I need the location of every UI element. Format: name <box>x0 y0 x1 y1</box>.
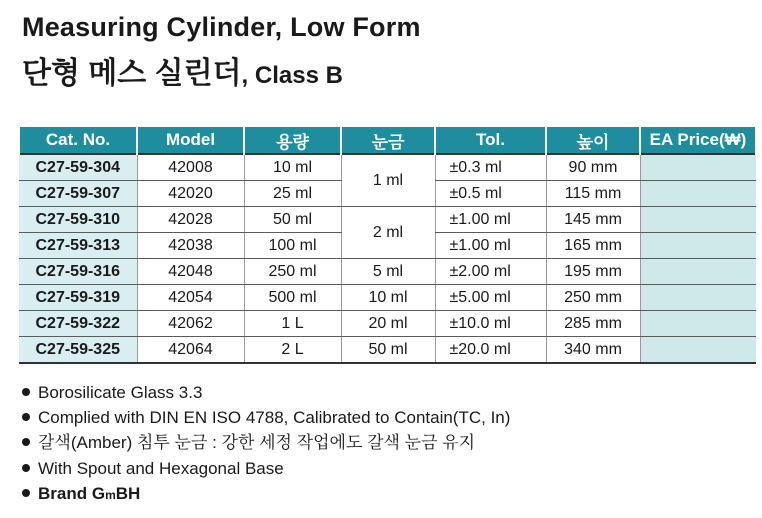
header-capacity: 용량 <box>244 127 341 154</box>
cell-price <box>640 233 756 259</box>
feature-list <box>22 380 510 506</box>
feature-item <box>22 380 510 405</box>
cell-price <box>640 311 756 337</box>
cell-cat-no: C27-59-307 <box>19 181 137 207</box>
cell-price <box>640 337 756 364</box>
cell-cat-no: C27-59-322 <box>19 311 137 337</box>
cell-graduation: 1 ml <box>341 154 435 207</box>
feature-item-brand <box>22 481 510 506</box>
header-tolerance: Tol. <box>435 127 546 154</box>
cell-height: 340 mm <box>546 337 640 364</box>
brand-part-1: Brand G <box>38 483 106 503</box>
title-english: Measuring Cylinder, Low Form <box>22 12 421 42</box>
spec-table <box>18 127 757 364</box>
title-korean-suffix: , Class B <box>241 62 343 89</box>
cell-height: 90 mm <box>546 154 640 181</box>
cell-tolerance: ±0.3 ml <box>435 154 546 181</box>
feature-text: 갈색(Amber) 침투 눈금 : 강한 세정 작업에도 갈색 눈금 유지 <box>38 433 476 453</box>
bullet-icon <box>22 388 30 396</box>
cell-tolerance: ±1.00 ml <box>435 207 546 233</box>
cell-height: 145 mm <box>546 207 640 233</box>
table-row <box>19 285 756 311</box>
cell-capacity: 500 ml <box>244 285 341 311</box>
cell-model: 42020 <box>137 181 244 207</box>
cell-capacity: 50 ml <box>244 207 341 233</box>
feature-text: With Spout and Hexagonal Base <box>38 458 284 478</box>
cell-model: 42038 <box>137 233 244 259</box>
cell-cat-no: C27-59-310 <box>19 207 137 233</box>
brand-part-2: m <box>105 487 116 502</box>
cell-model: 42054 <box>137 285 244 311</box>
cell-price <box>640 181 756 207</box>
brand-name <box>38 484 140 503</box>
cell-tolerance: ±10.0 ml <box>435 311 546 337</box>
cell-graduation: 10 ml <box>341 285 435 311</box>
header-graduation: 눈금 <box>341 127 435 154</box>
cell-tolerance: ±2.00 ml <box>435 259 546 285</box>
table-row <box>19 207 756 233</box>
cell-price <box>640 154 756 181</box>
cell-model: 42062 <box>137 311 244 337</box>
cell-height: 250 mm <box>546 285 640 311</box>
cell-capacity: 25 ml <box>244 181 341 207</box>
cell-tolerance: ±20.0 ml <box>435 337 546 364</box>
table-row <box>19 259 756 285</box>
header-price: EA Price(₩) <box>640 127 756 154</box>
cell-graduation: 50 ml <box>341 337 435 364</box>
cell-tolerance: ±5.00 ml <box>435 285 546 311</box>
bullet-icon <box>22 413 30 421</box>
feature-item <box>22 456 510 481</box>
cell-graduation: 20 ml <box>341 311 435 337</box>
table-header-row <box>19 127 756 154</box>
table-row <box>19 337 756 364</box>
header-cat-no: Cat. No. <box>19 127 137 154</box>
cell-height: 285 mm <box>546 311 640 337</box>
cell-cat-no: C27-59-316 <box>19 259 137 285</box>
cell-model: 42008 <box>137 154 244 181</box>
bullet-icon <box>22 464 30 472</box>
cell-cat-no: C27-59-313 <box>19 233 137 259</box>
header-model: Model <box>137 127 244 154</box>
cell-capacity: 2 L <box>244 337 341 364</box>
cell-model: 42064 <box>137 337 244 364</box>
cell-capacity: 1 L <box>244 311 341 337</box>
cell-model: 42048 <box>137 259 244 285</box>
cell-height: 195 mm <box>546 259 640 285</box>
cell-capacity: 100 ml <box>244 233 341 259</box>
bullet-icon <box>22 438 30 446</box>
cell-height: 115 mm <box>546 181 640 207</box>
cell-price <box>640 285 756 311</box>
bullet-icon <box>22 489 30 497</box>
cell-graduation: 2 ml <box>341 207 435 259</box>
cell-tolerance: ±0.5 ml <box>435 181 546 207</box>
cell-cat-no: C27-59-325 <box>19 337 137 364</box>
title-korean <box>22 48 343 92</box>
feature-item <box>22 430 510 455</box>
cell-cat-no: C27-59-304 <box>19 154 137 181</box>
brand-part-3: BH <box>115 483 141 503</box>
cell-price <box>640 259 756 285</box>
cell-model: 42028 <box>137 207 244 233</box>
table-row <box>19 311 756 337</box>
header-height: 높이 <box>546 127 640 154</box>
title-korean-main: 단형 메스 실린더 <box>22 57 242 90</box>
table-row <box>19 154 756 181</box>
cell-price <box>640 207 756 233</box>
cell-cat-no: C27-59-319 <box>19 285 137 311</box>
cell-capacity: 250 ml <box>244 259 341 285</box>
feature-text: Borosilicate Glass 3.3 <box>38 383 203 402</box>
cell-graduation: 5 ml <box>341 259 435 285</box>
feature-item <box>22 405 510 430</box>
cell-capacity: 10 ml <box>244 154 341 181</box>
cell-height: 165 mm <box>546 233 640 259</box>
feature-text: Complied with DIN EN ISO 4788, Calibrated to Contain(TC, In) <box>38 408 511 428</box>
cell-tolerance: ±1.00 ml <box>435 233 546 259</box>
